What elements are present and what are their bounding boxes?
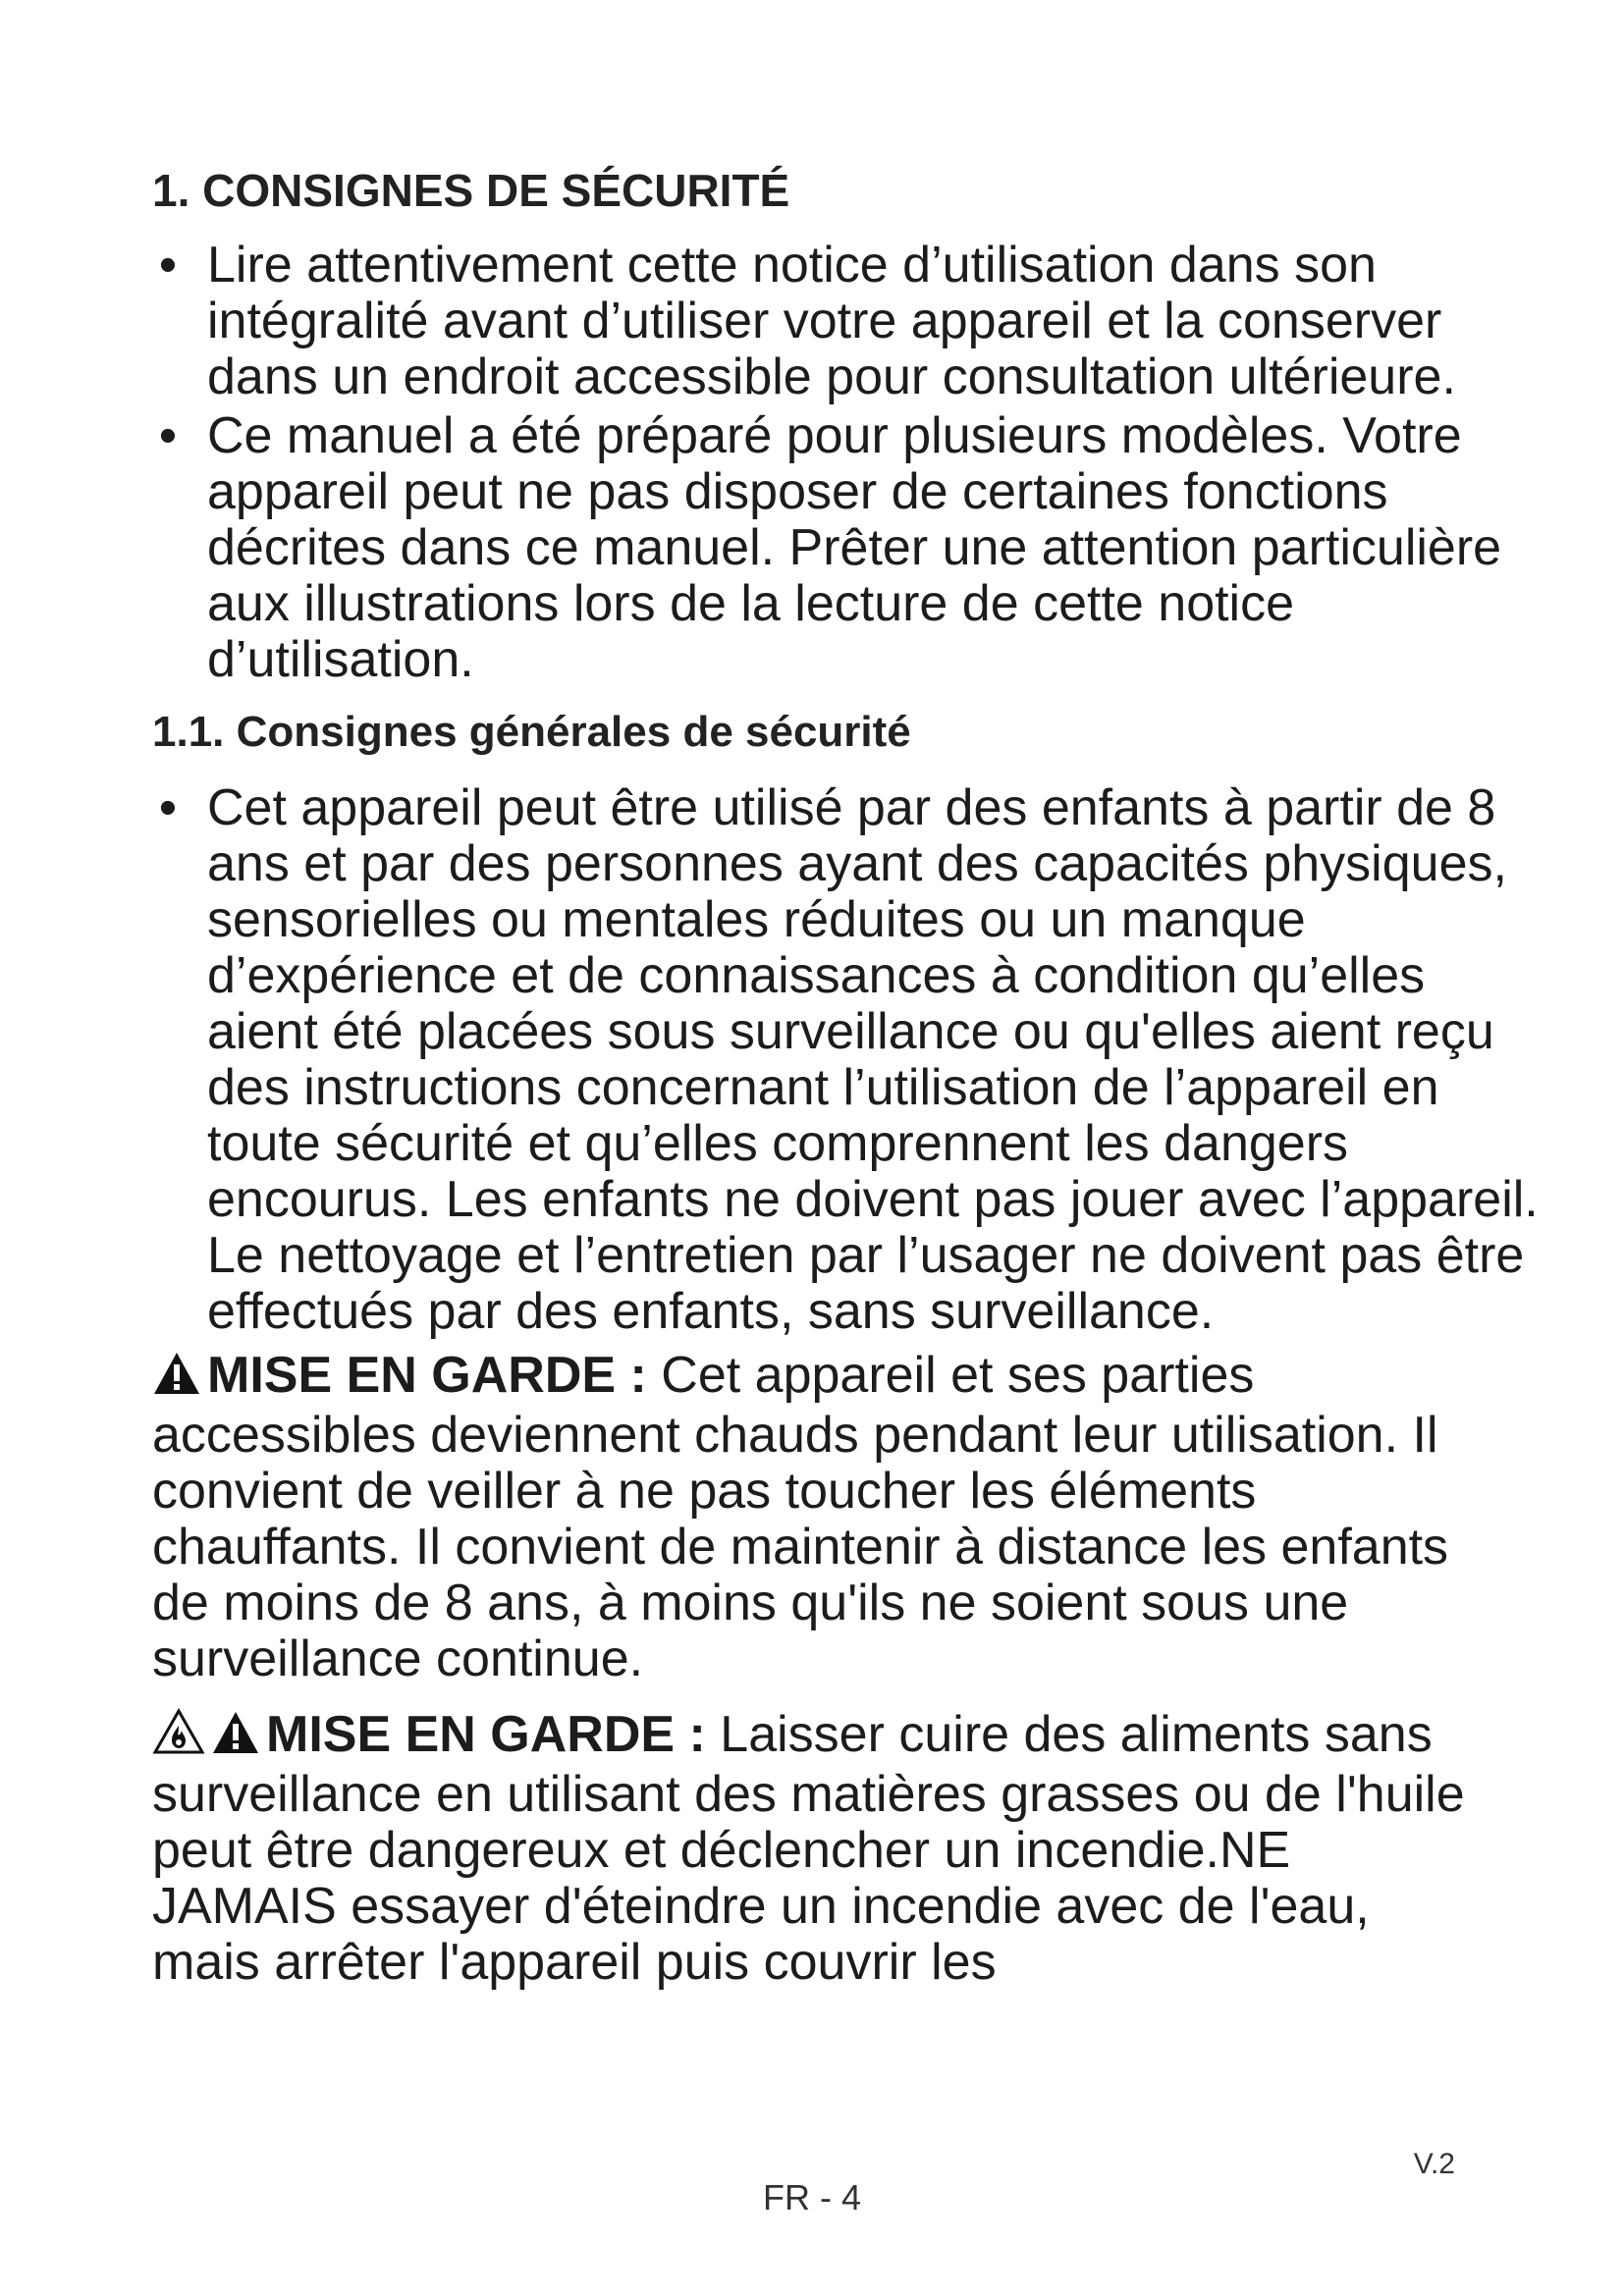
warning-triangle-icon: [152, 1351, 201, 1408]
intro-bullet: [152, 408, 1543, 688]
warning-text: Laisser cuire des aliments sans surveillance en utilisant des matières grasses ou de l'huile peut être dangereux et déclencher un incendie.NE JAMAIS essayer d'éteindre un incendie avec de l'eau, mais arrêter l'appareil puis couvrir les: [152, 1706, 1465, 1991]
bullet-dot: •: [158, 237, 178, 294]
warning-label: MISE EN GARDE :: [207, 1347, 647, 1404]
fire-hazard-icon: [152, 1708, 205, 1767]
warning-triangle-icon: [211, 1710, 260, 1767]
version-label: V.2: [1413, 2148, 1455, 2180]
intro-bullet-text: Ce manuel a été préparé pour plusieurs modèles. Votre appareil peut ne pas disposer de certaines fonctions décrites dans ce manuel. Prêter une attention particulière aux illustrations lors de la lecture de cette notice d’utilisation.: [207, 407, 1502, 688]
warning-hot-surfaces: [152, 1348, 1488, 1687]
intro-bullet: [152, 238, 1543, 405]
intro-bullet-text: Lire attentivement cette notice d’utilisation dans son intégralité avant d’utiliser votre appareil et la conserver dans un endroit accessible pour consultation ultérieure.: [207, 237, 1456, 405]
general-bullet-text: Cet appareil peut être utilisé par des enfants à partir de 8 ans et par des personnes ayant des capacités physiques, sensorielles ou mentales réduites ou un manque d’expérience et de connaissances à condition qu’elles aient été placées sous surveillance ou qu'elles aient reçu des instructions concernant l’utilisation de l’appareil en toute sécurité et qu’elles comprennent les dangers encourus. Les enfants ne doivent pas jouer avec l’appareil. Le nettoyage et l’entretien par l’usager ne doivent pas être effectués par des enfants, sans surveillance.: [207, 779, 1539, 1340]
warning-text: Cet appareil et ses parties accessibles deviennent chauds pendant leur utilisation. Il convient de veiller à ne pas toucher les éléments chauffants. Il convient de maintenir à distance les enfants de moins de 8 ans, à moins qu'ils ne soient sous une surveillance continue.: [152, 1347, 1449, 1687]
general-bullet: [152, 780, 1543, 1340]
bullet-dot: •: [158, 779, 178, 836]
warning-fire: [152, 1707, 1488, 1991]
subsection-title: 1.1. Consignes générales de sécurité: [152, 708, 911, 756]
warning-label: MISE EN GARDE :: [266, 1706, 706, 1763]
manual-page: [152, 147, 1539, 1991]
page-number: FR - 4: [762, 2177, 861, 2217]
section-title: 1. CONSIGNES DE SÉCURITÉ: [152, 165, 790, 216]
bullet-dot: •: [158, 407, 178, 464]
